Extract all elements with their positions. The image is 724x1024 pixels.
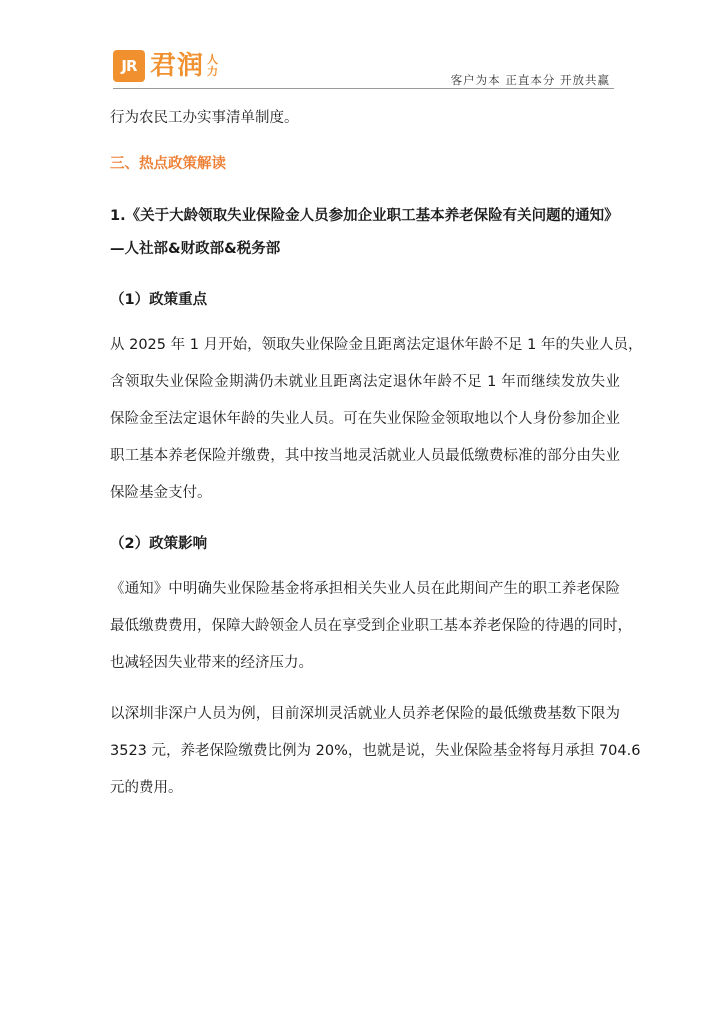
company-logo	[113, 50, 218, 82]
logo-sub-char-2: 力	[207, 65, 219, 78]
paragraph-1-line: 保险基金支付。	[110, 485, 212, 501]
paragraph-3-line: 以深圳非深户人员为例，目前深圳灵活就业人员养老保险的最低缴费基数下限为	[110, 706, 620, 722]
paragraph-3-line: 3523 元，养老保险缴费比例为 20%，也就是说，失业保险基金将每月承担 704.6	[110, 743, 641, 759]
company-slogan: 客户为本 正直本分 开放共赢	[450, 73, 610, 87]
logo-mark-icon: JR	[113, 50, 145, 82]
item-title-line-1: 1.《关于大龄领取失业保险金人员参加企业职工基本养老保险有关问题的通知》	[110, 208, 619, 224]
header-divider	[113, 88, 614, 89]
paragraph-2-line: 《通知》中明确失业保险基金将承担相关失业人员在此期间产生的职工养老保险	[110, 581, 620, 597]
item-title-line-2: —人社部&财政部&税务部	[110, 241, 281, 257]
paragraph-1-line: 职工基本养老保险并缴费，其中按当地灵活就业人员最低缴费标准的部分由失业	[110, 448, 620, 464]
paragraph-1-line: 从 2025 年 1 月开始，领取失业保险金且距离法定退休年龄不足 1 年的失业人员，	[110, 337, 643, 353]
subsection-heading-impact: （2）政策影响	[110, 536, 208, 552]
logo-name: 君润	[150, 51, 205, 81]
paragraph-2-line: 也减轻因失业带来的经济压力。	[110, 655, 313, 671]
paragraph-1-line: 含领取失业保险金期满仍未就业且距离法定退休年龄不足 1 年而继续发放失业	[110, 374, 620, 390]
paragraph-3-line: 元的费用。	[110, 780, 183, 796]
subsection-heading-focus: （1）政策重点	[110, 292, 208, 308]
section-title: 三、热点政策解读	[110, 156, 226, 172]
page-header	[113, 48, 614, 90]
logo-sub-char-1: 人	[207, 53, 219, 66]
paragraph-1-line: 保险金至法定退休年龄的失业人员。可在失业保险金领取地以个人身份参加企业	[110, 411, 620, 427]
intro-tail-text: 行为农民工办实事清单制度。	[110, 110, 299, 126]
paragraph-2-line: 最低缴费费用，保障大龄领金人员在享受到企业职工基本养老保险的待遇的同时，	[110, 618, 632, 634]
logo-subtitle	[207, 54, 218, 78]
